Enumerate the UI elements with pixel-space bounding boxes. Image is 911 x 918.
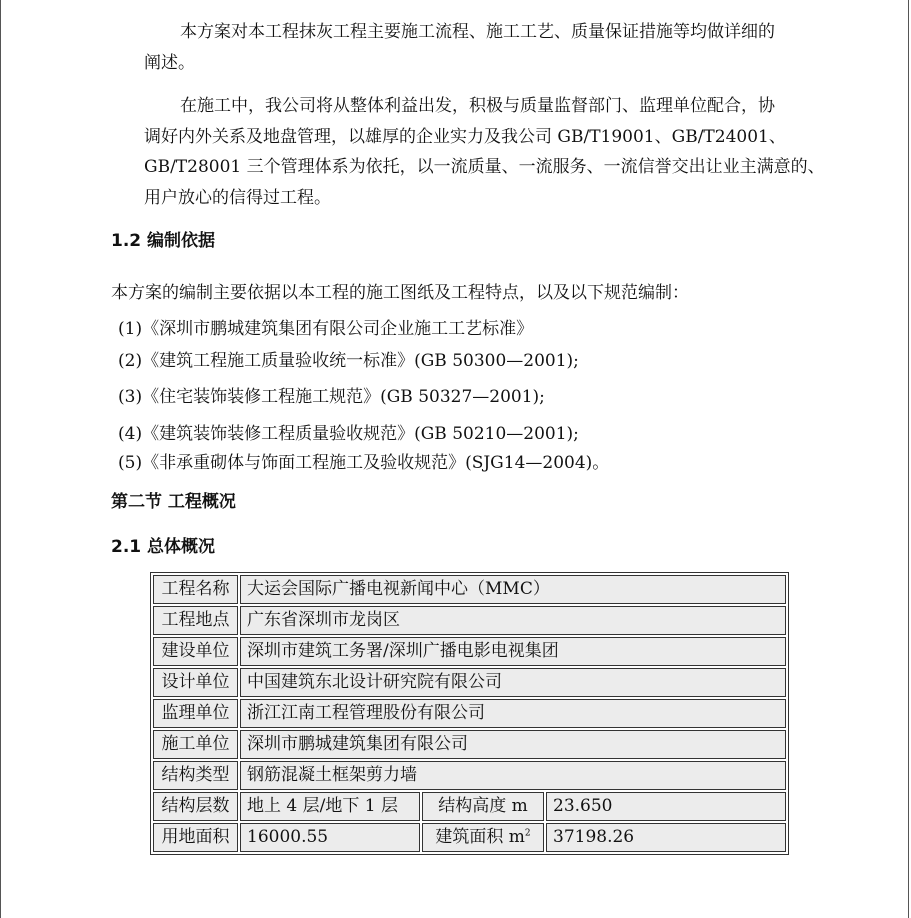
intro-paragraph-2-line-3: GB/T28001 三个管理体系为依托，以一流质量、一流服务、一流信誉交出让业主满意的、 — [144, 157, 825, 177]
table-label-cell: 结构高度 m — [422, 792, 544, 821]
table-value-cell: 中国建筑东北设计研究院有限公司 — [240, 668, 786, 697]
table-row — [153, 637, 786, 666]
standard-list-item: (2)《建筑工程施工质量验收统一标准》(GB 50300—2001); — [118, 351, 579, 371]
intro-paragraph-1-line-1: 本方案对本工程抹灰工程主要施工流程、施工工艺、质量保证措施等均做详细的 — [180, 22, 775, 42]
table-row — [153, 792, 786, 821]
table-label-cell: 用地面积 — [153, 823, 238, 852]
table-value-cell: 深圳市鹏城建筑集团有限公司 — [240, 730, 786, 759]
table-label-cell: 设计单位 — [153, 668, 238, 697]
project-overview-table — [150, 572, 789, 855]
section-1-2-lead: 本方案的编制主要依据以本工程的施工图纸及工程特点，以及以下规范编制： — [111, 283, 689, 303]
table-row — [153, 575, 786, 604]
standard-list-item: (3)《住宅装饰装修工程施工规范》(GB 50327—2001); — [118, 387, 545, 407]
table-label-cell: 工程名称 — [153, 575, 238, 604]
table-value-cell: 广东省深圳市龙岗区 — [240, 606, 786, 635]
intro-paragraph-2-line-2: 调好内外关系及地盘管理，以雄厚的企业实力及我公司 GB/T19001、GB/T24001、 — [144, 127, 786, 147]
table-value-cell: 23.650 — [546, 792, 786, 821]
table-label-cell: 建设单位 — [153, 637, 238, 666]
standard-list-item: (1)《深圳市鹏城建筑集团有限公司企业施工工艺标准》 — [118, 319, 534, 339]
table-row — [153, 699, 786, 728]
table-value-cell: 浙江江南工程管理股份有限公司 — [240, 699, 786, 728]
table-row — [153, 823, 786, 852]
build-area-label: 建筑面积 m — [435, 827, 525, 847]
intro-paragraph-2-line-4: 用户放心的信得过工程。 — [144, 188, 331, 208]
intro-paragraph-1-line-2: 阐述。 — [144, 53, 195, 73]
table-row — [153, 761, 786, 790]
table-label-cell: 结构类型 — [153, 761, 238, 790]
section-2-1-heading: 2.1 总体概况 — [111, 537, 216, 557]
table-row — [153, 606, 786, 635]
table-row — [153, 668, 786, 697]
table-value-cell: 钢筋混凝土框架剪力墙 — [240, 761, 786, 790]
table-value-cell: 大运会国际广播电视新闻中心（MMC） — [240, 575, 786, 604]
table-row — [153, 730, 786, 759]
table-label-cell — [422, 823, 544, 852]
table-value-cell: 深圳市建筑工务署/深圳广播电影电视集团 — [240, 637, 786, 666]
table-value-cell: 16000.55 — [240, 823, 420, 852]
section-1-2-heading: 1.2 编制依据 — [111, 231, 216, 251]
superscript-two: 2 — [524, 828, 531, 839]
table-label-cell: 施工单位 — [153, 730, 238, 759]
table-label-cell: 监理单位 — [153, 699, 238, 728]
intro-paragraph-2-line-1: 在施工中，我公司将从整体利益出发，积极与质量监督部门、监理单位配合，协 — [180, 96, 775, 116]
standard-list-item: (5)《非承重砌体与饰面工程施工及验收规范》(SJG14—2004)。 — [118, 453, 610, 473]
table-label-cell: 工程地点 — [153, 606, 238, 635]
standard-list-item: (4)《建筑装饰装修工程质量验收规范》(GB 50210—2001); — [118, 424, 579, 444]
table-value-cell: 地上 4 层/地下 1 层 — [240, 792, 420, 821]
section-2-heading: 第二节 工程概况 — [111, 492, 236, 512]
table-label-cell: 结构层数 — [153, 792, 238, 821]
table-value-cell: 37198.26 — [546, 823, 786, 852]
